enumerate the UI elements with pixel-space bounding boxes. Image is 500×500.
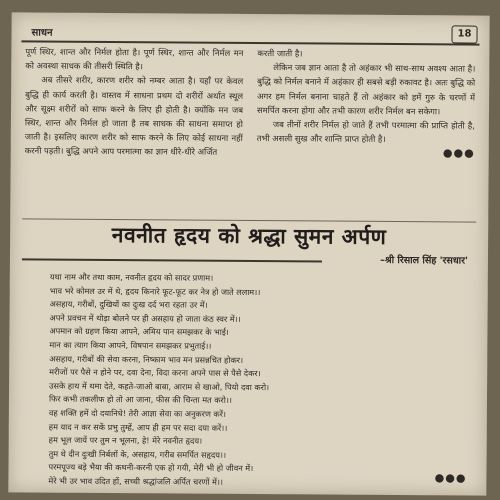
right-paragraph: जब तीनों शरीर निर्मल हो जाते हैं तभी परमात्मा की प्राप्ति होती है, तभी असली सुख और शान्ति प्राप्त होती है। xyxy=(256,119,475,145)
article-title: नवनीत हृदय को श्रद्धा सुमन अर्पण xyxy=(111,222,387,249)
article-byline: –श्री रिसाल सिंह 'रसधार' xyxy=(380,254,468,267)
poem-end-mark: ●●● xyxy=(434,471,467,485)
poem-line: परमपूज्य बड़े भैया की कथनी-करनी एक हो गयी, मेरी भी हो जीवन में। xyxy=(48,461,254,474)
poem-line: तुम थे दीन दुःखी निर्बलों के, असहाय, गरीब समर्पित सहृदय।। xyxy=(48,448,227,460)
left-paragraph: पूर्ण स्थिर, शान्त और निर्मल होता है। पूर्ण स्थिर, शान्त और निर्मल मन को अवस्था साधक की तीसरी स्थिति है। xyxy=(25,46,244,72)
page-number: 18 xyxy=(451,25,477,43)
magazine-page xyxy=(8,12,489,495)
poem-line: मान का त्याग किया आपने, विषपान समझकर प्रभुताई।। xyxy=(49,339,212,351)
poem xyxy=(48,271,474,491)
poem-line: वह शक्ति हमें दो दयानिधे! तेरी आज्ञा सेवा का अनुकरण करें। xyxy=(48,407,227,419)
poem-line: मरीजों पर पैसे न होने पर, दवा देना, विदा करना अपने पास से पैसे देकर। xyxy=(49,366,261,379)
end-mark: ●●● xyxy=(442,146,475,160)
poem-line: यथा नाम और तथा काम, नवनीत हृदय को सादर प्रणाम। xyxy=(49,271,214,283)
poem-line: उसके हाथ में थमा देते, कहते-जाओ बाबा, आराम से खाओ, पियो दवा करो। xyxy=(49,380,270,392)
page-header xyxy=(21,22,479,45)
poem-line: हम भूल जायें पर तुम न भूलना, हे! मेरे नवनीत हृदय। xyxy=(48,434,203,446)
left-paragraph: अब तीसरे शरीर, कारण शरीर को नम्बर आता है। यहाँ पर केवल बुद्धि ही कार्य करती है। वास्तव में साधना प्रथम दो शरीरों अर्थात स्थूल और सूक्ष्म शरीरों को साफ करने के लिए ही होती है। क्योंकि मन जब स्थिर, शान्त और निर्मल हो जाता है तब साधक की साधना समाप्त हो जाती है। इसलिए कारण शरीर को साफ करने के लिए कोई साधना नहीं करनी पड़ती। बुद्धि अपने आप परमात्मा का ज्ञान धीरे-धीरे अर्जित xyxy=(24,74,244,158)
poem-line: हम याद न कर सकें प्रभु तुम्हें, आप ही हम पर सदा दया करें।। xyxy=(48,421,228,433)
article-columns xyxy=(24,44,475,219)
title-rule xyxy=(22,258,322,262)
poem-line: मेरे भी उर भाव उदित हों, सच्ची श्रद्धांजलि अर्पित चरणों में।। xyxy=(48,475,224,487)
poem-line: अपमान को ग्रहण किया आपने, अमिय पान समझकर के भाई। xyxy=(49,325,229,338)
left-column xyxy=(24,44,243,218)
poem-line: अपने प्रवचन में थोड़ा बोलने पर ही असहाय हो जाता कंठ स्वर में।। xyxy=(49,312,241,324)
right-carry-over: करती जाती है। xyxy=(257,48,303,59)
right-paragraph: लेकिन जब ज्ञान आता है तो अहंकार भी साथ-साथ अवश्य आता है। बुद्धि को निर्मल बनाने में अहंकार ही सबसे बड़ी रुकावट है। अतः बुद्धि को अगर हम निर्मल बनाना चाहते हैं तो अहंकार को हमें गुरु के चरणों में समर्पित करना होगा और तभी कारण शरीर निर्मल बन सकेगा। xyxy=(256,62,476,117)
poem-line: भाव भरे कोमल उर में थे, हृदय किनारे फूट-फूट कर नेत्र हो जाते ललाम।। xyxy=(49,285,261,297)
section-name: साधन xyxy=(31,27,53,39)
right-column xyxy=(256,46,475,220)
poem-line: असहाय, गरीबों की सेवा करना, निष्काम भाव मन प्रसन्नचित होकर। xyxy=(49,353,244,365)
poem-line: असहाय, गरीबों, दुखियों का दुःख दर्द भरा रहता उर में। xyxy=(49,298,208,310)
poem-line: फिर कभी तकलीफ हो तो आ जाना, फीस की चिन्ता मत करो।। xyxy=(48,393,233,406)
